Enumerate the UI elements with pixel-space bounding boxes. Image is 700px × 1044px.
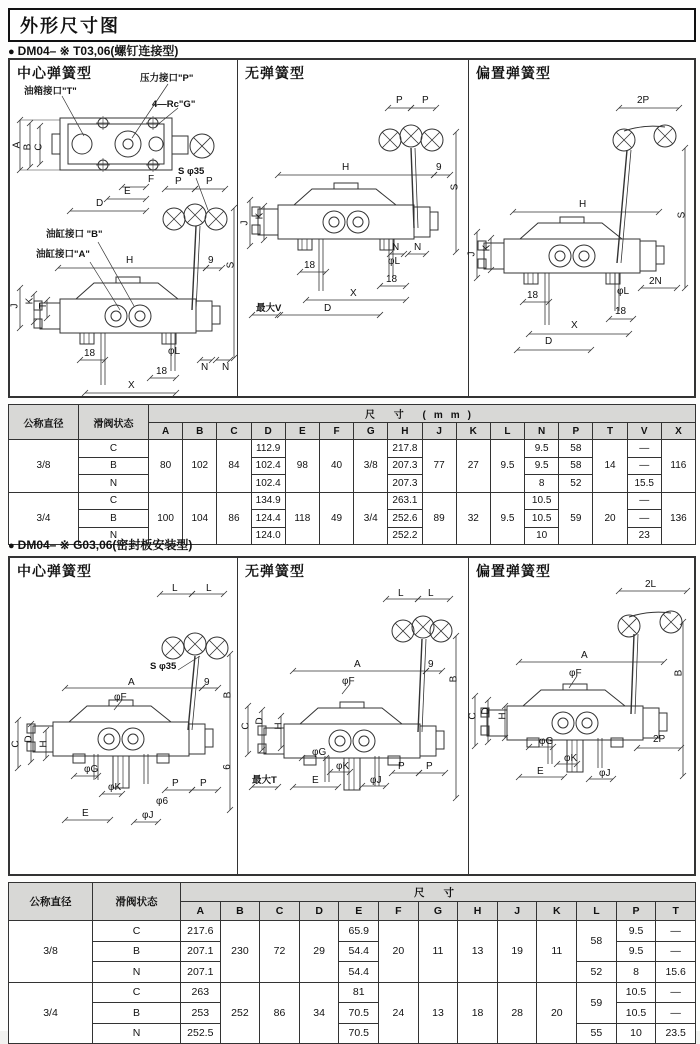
dim-label: 2P <box>637 95 650 106</box>
dim-label: 2N <box>649 276 662 287</box>
diagram-row-t-type <box>8 58 696 398</box>
dim-label: A <box>128 677 135 688</box>
col-header: L <box>490 423 524 440</box>
page-title-box <box>8 8 696 42</box>
dim-label: S φ35 <box>178 166 205 177</box>
dim-label: B <box>673 669 685 677</box>
col-header-state: 滑阀状态 <box>93 883 181 921</box>
col-header-state: 滑阀状态 <box>79 405 149 440</box>
col-header: P <box>559 423 593 440</box>
dim-label: 9 <box>208 255 214 266</box>
panel-title: 无弹簧型 <box>245 65 305 81</box>
bullet-icon: ● <box>8 540 15 552</box>
dim-label: φF <box>342 676 355 687</box>
dim-label: L <box>398 588 404 599</box>
dim-label: 18 <box>304 260 316 271</box>
dim-label: E <box>312 775 319 786</box>
col-header: A <box>181 902 221 921</box>
diagram-row-g-type <box>8 556 696 876</box>
dim-label: J <box>239 220 251 226</box>
table-row: 3/8 C 217.6 230 72 29 65.9 20 11 13 19 11 58 9.5 — <box>9 921 696 942</box>
page-title: 外形尺寸图 <box>20 16 120 36</box>
col-header: H <box>388 423 422 440</box>
dim-label: X <box>350 288 357 299</box>
table-row: N 207.1 54.4 52 8 15.6 <box>9 962 696 983</box>
dimension-table-g-type <box>8 882 696 1044</box>
dim-label: S φ35 <box>150 661 177 672</box>
dim-label: P <box>206 176 213 187</box>
col-header: V <box>627 423 661 440</box>
diagram-no-spring-t <box>237 60 468 396</box>
dim-label: 油缸接口"A" <box>36 249 90 260</box>
dim-label: B <box>448 675 460 683</box>
dim-label: D <box>96 198 104 209</box>
dim-label: φG <box>539 736 554 747</box>
valve-drawing <box>238 60 465 396</box>
panel-title: 中心弹簧型 <box>17 65 92 81</box>
dim-label: C <box>467 712 479 720</box>
dimension-table-t-type <box>8 404 696 545</box>
bullet-icon: ● <box>8 46 15 58</box>
col-header: T <box>656 902 696 921</box>
diagram-no-spring-g <box>237 558 468 874</box>
col-header: T <box>593 423 627 440</box>
diagram-offset-spring-g <box>468 558 695 874</box>
col-header: E <box>339 902 379 921</box>
table-row: B 207.1 54.4 9.5 — <box>9 941 696 962</box>
dim-label: X <box>571 320 578 331</box>
dim-label: 2P <box>653 734 666 745</box>
dim-label: S <box>225 261 237 269</box>
dim-label: C <box>33 143 45 151</box>
dim-label: J <box>466 251 478 257</box>
dim-label: H <box>497 712 509 720</box>
section-heading-g-type: ● DM04– ※ G03,06(密封板安装型) <box>8 538 193 552</box>
dim-label: φG <box>312 747 327 758</box>
table-row: 3/4 C 100 104 86 134.9 118 49 3/4 263.1 89 32 9.5 10.5 59 20 — 136 <box>9 492 696 510</box>
dim-label: 6 <box>221 764 233 770</box>
col-header: J <box>422 423 456 440</box>
dim-label: φK <box>108 782 122 793</box>
valve-drawing <box>10 60 237 396</box>
dim-label: D <box>324 303 332 314</box>
dim-label: 最大V <box>256 303 282 314</box>
dim-label: K <box>254 212 266 220</box>
valve-drawing <box>466 60 696 396</box>
dim-label: P <box>398 761 405 772</box>
col-header: D <box>299 902 339 921</box>
col-header: F <box>379 902 419 921</box>
dim-label: H <box>342 162 350 173</box>
dim-label: E <box>82 808 89 819</box>
dim-label: φK <box>336 761 350 772</box>
dim-label: S <box>449 183 461 191</box>
col-header: C <box>217 423 251 440</box>
section-heading-t-type: ● DM04– ※ T03,06(螺钉连接型) <box>8 44 179 58</box>
dim-label: E <box>537 766 544 777</box>
dim-label: N <box>222 362 230 373</box>
table-row: B 124.4 252.6 10.5 — <box>9 510 696 528</box>
dim-label: φF <box>569 668 582 679</box>
dim-label: C <box>10 740 22 748</box>
dim-label: P <box>175 176 182 187</box>
valve-drawing <box>10 558 237 874</box>
dim-label: φJ <box>599 768 611 779</box>
dim-label: F <box>148 174 155 185</box>
table-row: B 253 70.5 10.5 — <box>9 1003 696 1024</box>
panel-title: 中心弹簧型 <box>17 563 92 579</box>
dim-label: N <box>392 242 400 253</box>
col-header-dia: 公称直径 <box>9 883 93 921</box>
dim-label: P <box>396 95 403 106</box>
valve-drawing <box>238 558 465 874</box>
dim-label: A <box>354 659 361 670</box>
dim-label: 9 <box>436 162 442 173</box>
dim-label: P <box>426 761 433 772</box>
dim-label: φG <box>84 764 99 775</box>
dim-label: B <box>222 691 234 699</box>
dim-label: L <box>172 583 178 594</box>
dim-label: H <box>579 199 587 210</box>
dim-label: 4—Rc"G" <box>152 99 196 110</box>
dim-label: φL <box>617 286 630 297</box>
dim-label: P <box>172 778 179 789</box>
dim-label: φL <box>388 256 401 267</box>
dim-label: 9 <box>204 677 210 688</box>
dim-label: A <box>581 650 588 661</box>
dim-label: N <box>414 242 422 253</box>
col-header: A <box>149 423 183 440</box>
table-row: B 102.4 207.3 9.5 58 — <box>9 457 696 475</box>
dim-label: J <box>9 303 21 309</box>
dim-label: 18 <box>84 348 96 359</box>
dim-label: 18 <box>615 306 627 317</box>
panel-title: 偏置弹簧型 <box>476 563 551 579</box>
dim-label: H <box>38 740 50 748</box>
dim-label: E <box>124 186 131 197</box>
dim-label: φJ <box>142 810 154 821</box>
col-header: K <box>537 902 577 921</box>
col-header: X <box>661 423 695 440</box>
dim-label: 2L <box>645 579 657 590</box>
diagram-center-spring-g <box>10 558 237 874</box>
col-header: F <box>319 423 353 440</box>
dim-label: B <box>22 143 34 151</box>
dim-label: φJ <box>370 775 382 786</box>
dim-label: 最大T <box>252 775 277 786</box>
dim-label: D <box>480 707 492 715</box>
col-header-dia: 公称直径 <box>9 405 79 440</box>
dim-label: H <box>273 722 285 730</box>
dim-label: T <box>38 302 50 310</box>
dim-label: D <box>23 735 35 743</box>
dim-label: S <box>676 211 688 219</box>
col-header-size: 尺 寸 (mm) <box>149 405 696 423</box>
dim-label: φF <box>114 692 127 703</box>
dim-label: P <box>200 778 207 789</box>
table-row: 3/8 C 80 102 84 112.9 98 40 3/8 217.8 77 27 9.5 9.5 58 14 — 116 <box>9 440 696 458</box>
col-header: K <box>456 423 490 440</box>
panel-title: 无弹簧型 <box>245 563 305 579</box>
dim-label: X <box>128 380 135 391</box>
col-header: B <box>220 902 260 921</box>
dim-label: A <box>11 141 23 149</box>
col-header: B <box>183 423 217 440</box>
col-header: E <box>285 423 319 440</box>
col-header: L <box>577 902 617 921</box>
col-header: C <box>260 902 300 921</box>
dim-label: 18 <box>156 366 168 377</box>
dim-label: L <box>428 588 434 599</box>
dim-label: φ6 <box>156 796 169 807</box>
dim-label: 18 <box>386 274 398 285</box>
dim-label: K <box>481 244 493 252</box>
col-header: J <box>497 902 537 921</box>
dim-label: P <box>422 95 429 106</box>
dim-label: H <box>126 255 134 266</box>
dim-label: D <box>254 717 266 725</box>
dim-label: 油缸接口 "B" <box>46 229 103 240</box>
dim-label: 油箱接口"T" <box>24 86 77 97</box>
dim-label: φL <box>168 346 181 357</box>
dim-label: φK <box>564 753 578 764</box>
table-row: 3/4 C 263 252 86 34 81 24 13 18 28 20 59 10.5 — <box>9 982 696 1003</box>
dim-label: C <box>240 722 252 730</box>
col-header-size: 尺 寸 <box>181 883 696 902</box>
dim-label: D <box>545 336 553 347</box>
table-row: N 102.4 207.3 8 52 15.5 <box>9 475 696 493</box>
panel-title: 偏置弹簧型 <box>476 65 551 81</box>
col-header: D <box>251 423 285 440</box>
col-header: G <box>354 423 388 440</box>
col-header: G <box>418 902 458 921</box>
diagram-center-spring-t <box>10 60 237 396</box>
table-row: N 252.5 70.5 55 10 23.5 <box>9 1023 696 1044</box>
dim-label: L <box>206 583 212 594</box>
dim-label: 压力接口"P" <box>140 73 194 84</box>
diagram-offset-spring-t <box>468 60 695 396</box>
col-header: N <box>525 423 559 440</box>
dim-label: 18 <box>527 290 539 301</box>
dim-label: K <box>24 297 36 305</box>
dim-label: N <box>201 362 209 373</box>
table-row: N 124.0 252.2 10 23 <box>9 527 696 545</box>
dim-label: 9 <box>428 659 434 670</box>
col-header: P <box>616 902 656 921</box>
col-header: H <box>458 902 498 921</box>
